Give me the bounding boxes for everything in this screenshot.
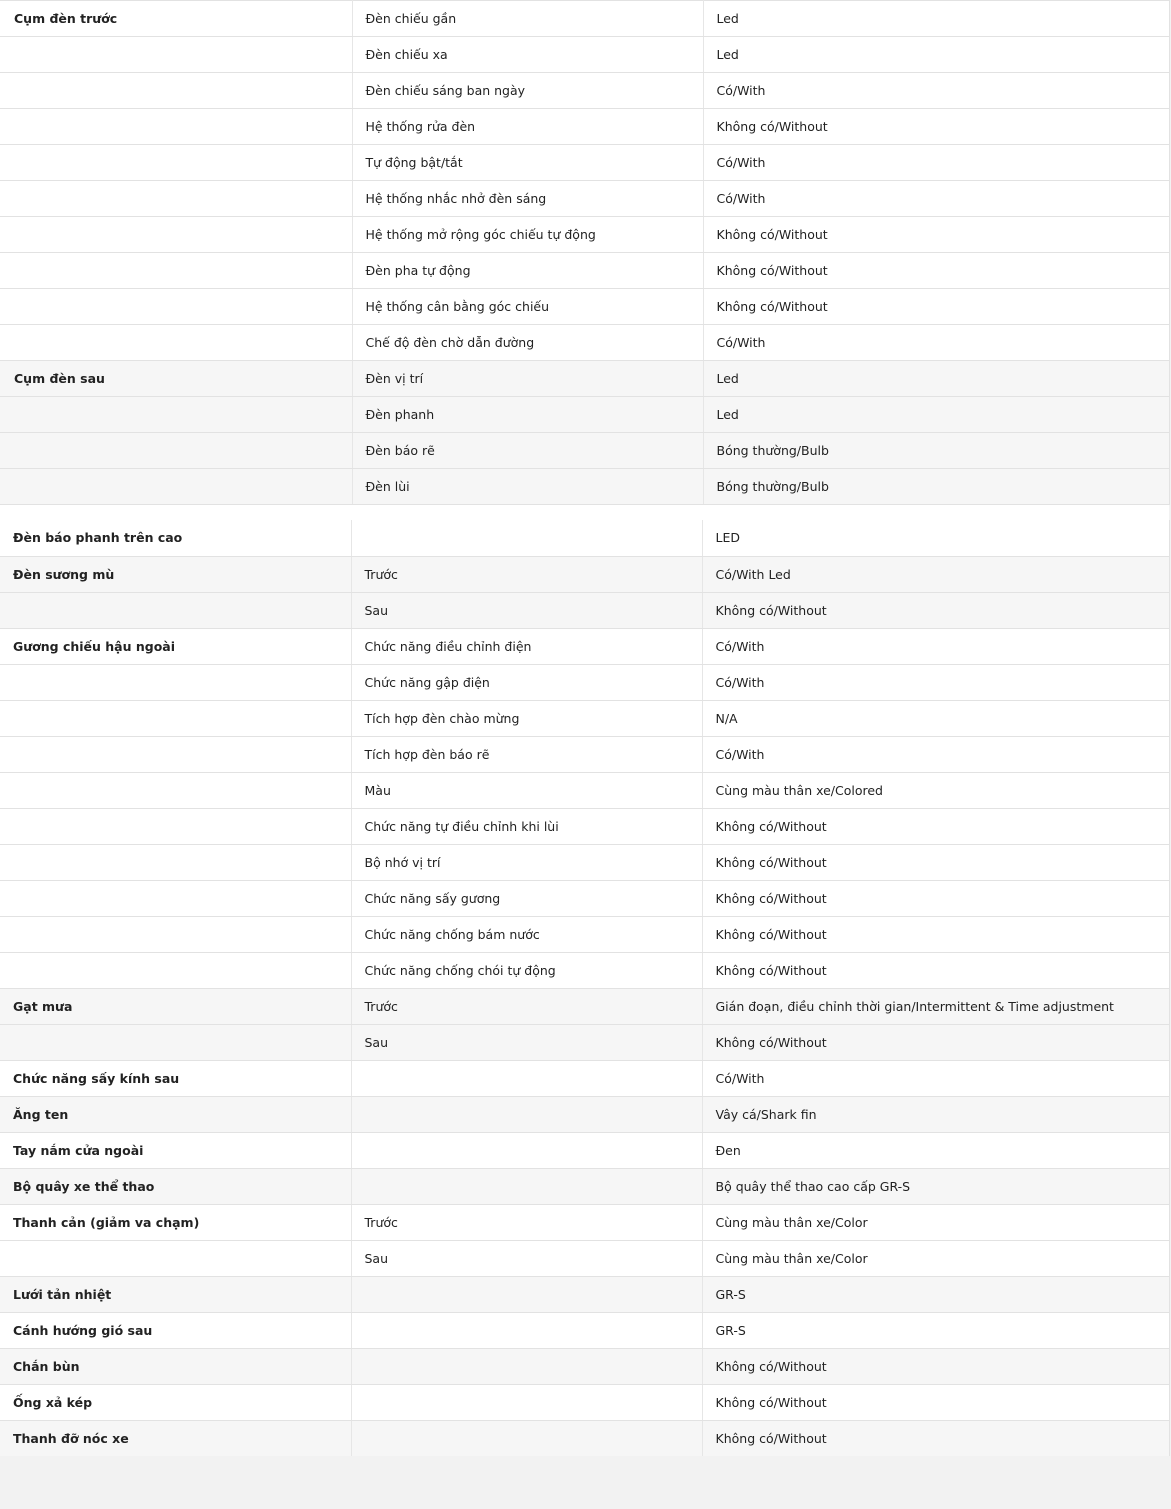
- item-cell: Đèn lùi: [352, 469, 703, 505]
- group-cell: [0, 181, 352, 217]
- value-cell: Có/With: [703, 181, 1169, 217]
- group-cell: Bộ quây xe thể thao: [0, 1168, 351, 1204]
- group-cell: Chức năng sấy kính sau: [0, 1060, 351, 1096]
- group-cell: Gương chiếu hậu ngoài: [0, 628, 351, 664]
- group-cell: Chắn bùn: [0, 1348, 351, 1384]
- group-cell: Ống xả kép: [0, 1384, 351, 1420]
- table-row: [0, 397, 1169, 433]
- value-cell: Có/With: [703, 145, 1169, 181]
- group-cell: [0, 952, 351, 988]
- group-cell: [0, 880, 351, 916]
- front-rear-lights-spec-table: [0, 0, 1170, 505]
- value-cell: GR-S: [702, 1276, 1169, 1312]
- table-row: [0, 109, 1169, 145]
- table-row: [0, 181, 1169, 217]
- table-row: [0, 988, 1169, 1024]
- value-cell: Không có/Without: [702, 1420, 1169, 1456]
- item-cell: [351, 1060, 702, 1096]
- item-cell: Chức năng sấy gương: [351, 880, 702, 916]
- value-cell: Không có/Without: [702, 1024, 1169, 1060]
- group-cell: [0, 808, 351, 844]
- value-cell: Có/With: [702, 628, 1169, 664]
- group-cell: Ăng ten: [0, 1096, 351, 1132]
- value-cell: Có/With: [702, 1060, 1169, 1096]
- group-cell: Cánh hướng gió sau: [0, 1312, 351, 1348]
- item-cell: [351, 1276, 702, 1312]
- table-row: [0, 1420, 1169, 1456]
- group-cell: Thanh cản (giảm va chạm): [0, 1204, 351, 1240]
- table-row: [0, 916, 1169, 952]
- table-row: [0, 1204, 1169, 1240]
- table-row: [0, 1060, 1169, 1096]
- group-cell: Cụm đèn trước: [0, 1, 352, 37]
- value-cell: Có/With: [702, 664, 1169, 700]
- value-cell: Không có/Without: [703, 289, 1169, 325]
- item-cell: [351, 1096, 702, 1132]
- item-cell: Trước: [351, 556, 702, 592]
- item-cell: [351, 1312, 702, 1348]
- item-cell: Đèn vị trí: [352, 361, 703, 397]
- value-cell: Gián đoạn, điều chỉnh thời gian/Intermittent & Time adjustment: [702, 988, 1169, 1024]
- table-row: [0, 844, 1169, 880]
- table-row: [0, 1348, 1169, 1384]
- group-cell: [0, 289, 352, 325]
- group-cell: Gạt mưa: [0, 988, 351, 1024]
- value-cell: Không có/Without: [703, 253, 1169, 289]
- value-cell: Led: [703, 397, 1169, 433]
- table-row: [0, 37, 1169, 73]
- group-cell: [0, 1024, 351, 1060]
- group-cell: [0, 736, 351, 772]
- group-cell: [0, 1240, 351, 1276]
- item-cell: Tích hợp đèn chào mừng: [351, 700, 702, 736]
- value-cell: Bóng thường/Bulb: [703, 469, 1169, 505]
- item-cell: Trước: [351, 1204, 702, 1240]
- item-cell: Chế độ đèn chờ dẫn đường: [352, 325, 703, 361]
- value-cell: Không có/Without: [702, 592, 1169, 628]
- table-row: [0, 1168, 1169, 1204]
- item-cell: Sau: [351, 1240, 702, 1276]
- item-cell: [351, 520, 702, 556]
- value-cell: Không có/Without: [702, 808, 1169, 844]
- table-row: [0, 772, 1169, 808]
- group-cell: [0, 217, 352, 253]
- group-cell: Đèn báo phanh trên cao: [0, 520, 351, 556]
- item-cell: Chức năng gập điện: [351, 664, 702, 700]
- item-cell: Chức năng chống chói tự động: [351, 952, 702, 988]
- table-row: [0, 1132, 1169, 1168]
- item-cell: [351, 1168, 702, 1204]
- group-cell: [0, 37, 352, 73]
- table-row: [0, 217, 1169, 253]
- group-cell: [0, 253, 352, 289]
- value-cell: Bóng thường/Bulb: [703, 433, 1169, 469]
- value-cell: Không có/Without: [702, 1348, 1169, 1384]
- value-cell: Cùng màu thân xe/Color: [702, 1240, 1169, 1276]
- item-cell: Chức năng điều chỉnh điện: [351, 628, 702, 664]
- item-cell: [351, 1132, 702, 1168]
- table-row: [0, 1024, 1169, 1060]
- group-cell: [0, 145, 352, 181]
- table-row: [0, 1, 1169, 37]
- table-row: [0, 808, 1169, 844]
- item-cell: Đèn pha tự động: [352, 253, 703, 289]
- value-cell: Có/With Led: [702, 556, 1169, 592]
- item-cell: Chức năng tự điều chỉnh khi lùi: [351, 808, 702, 844]
- table-row: [0, 73, 1169, 109]
- value-cell: Không có/Without: [702, 880, 1169, 916]
- item-cell: Hệ thống cân bằng góc chiếu: [352, 289, 703, 325]
- value-cell: GR-S: [702, 1312, 1169, 1348]
- value-cell: Cùng màu thân xe/Colored: [702, 772, 1169, 808]
- group-cell: [0, 592, 351, 628]
- item-cell: Hệ thống nhắc nhở đèn sáng: [352, 181, 703, 217]
- item-cell: Tích hợp đèn báo rẽ: [351, 736, 702, 772]
- group-cell: Lưới tản nhiệt: [0, 1276, 351, 1312]
- table-row: [0, 1312, 1169, 1348]
- item-cell: Trước: [351, 988, 702, 1024]
- group-cell: Thanh đỡ nóc xe: [0, 1420, 351, 1456]
- group-cell: [0, 664, 351, 700]
- item-cell: Đèn chiếu sáng ban ngày: [352, 73, 703, 109]
- value-cell: Không có/Without: [702, 916, 1169, 952]
- item-cell: [351, 1420, 702, 1456]
- table-row: [0, 952, 1169, 988]
- item-cell: Đèn báo rẽ: [352, 433, 703, 469]
- table-row: [0, 1276, 1169, 1312]
- item-cell: Tự động bật/tắt: [352, 145, 703, 181]
- table-row: [0, 253, 1169, 289]
- item-cell: Sau: [351, 592, 702, 628]
- table-row: [0, 520, 1169, 556]
- group-cell: Đèn sương mù: [0, 556, 351, 592]
- item-cell: Đèn phanh: [352, 397, 703, 433]
- table-row: [0, 361, 1169, 397]
- group-cell: [0, 772, 351, 808]
- item-cell: Đèn chiếu gần: [352, 1, 703, 37]
- table-row: [0, 469, 1169, 505]
- value-cell: Led: [703, 37, 1169, 73]
- group-cell: Cụm đèn sau: [0, 361, 352, 397]
- item-cell: Đèn chiếu xa: [352, 37, 703, 73]
- item-cell: Bộ nhớ vị trí: [351, 844, 702, 880]
- value-cell: Vây cá/Shark fin: [702, 1096, 1169, 1132]
- table-row: [0, 736, 1169, 772]
- table-row: [0, 1096, 1169, 1132]
- item-cell: Màu: [351, 772, 702, 808]
- value-cell: Có/With: [702, 736, 1169, 772]
- value-cell: Không có/Without: [703, 109, 1169, 145]
- group-cell: [0, 844, 351, 880]
- group-cell: [0, 916, 351, 952]
- table-row: [0, 1240, 1169, 1276]
- table-row: [0, 325, 1169, 361]
- group-cell: [0, 433, 352, 469]
- item-cell: [351, 1348, 702, 1384]
- group-cell: Tay nắm cửa ngoài: [0, 1132, 351, 1168]
- group-cell: [0, 397, 352, 433]
- group-cell: [0, 469, 352, 505]
- item-cell: Hệ thống mở rộng góc chiếu tự động: [352, 217, 703, 253]
- value-cell: LED: [702, 520, 1169, 556]
- table-row: [0, 433, 1169, 469]
- item-cell: Chức năng chống bám nước: [351, 916, 702, 952]
- table-row: [0, 1384, 1169, 1420]
- table-row: [0, 289, 1169, 325]
- table-row: [0, 556, 1169, 592]
- table-row: [0, 628, 1169, 664]
- value-cell: Cùng màu thân xe/Color: [702, 1204, 1169, 1240]
- group-cell: [0, 325, 352, 361]
- table-separator: [0, 505, 1169, 520]
- value-cell: Led: [703, 361, 1169, 397]
- value-cell: Không có/Without: [702, 844, 1169, 880]
- value-cell: N/A: [702, 700, 1169, 736]
- group-cell: [0, 73, 352, 109]
- item-cell: [351, 1384, 702, 1420]
- table-row: [0, 700, 1169, 736]
- value-cell: Có/With: [703, 73, 1169, 109]
- item-cell: Sau: [351, 1024, 702, 1060]
- group-cell: [0, 109, 352, 145]
- value-cell: Không có/Without: [702, 952, 1169, 988]
- value-cell: Không có/Without: [703, 217, 1169, 253]
- value-cell: Led: [703, 1, 1169, 37]
- value-cell: Có/With: [703, 325, 1169, 361]
- item-cell: Hệ thống rửa đèn: [352, 109, 703, 145]
- table-row: [0, 880, 1169, 916]
- group-cell: [0, 700, 351, 736]
- exterior-spec-table: [0, 520, 1170, 1456]
- value-cell: Không có/Without: [702, 1384, 1169, 1420]
- value-cell: Đen: [702, 1132, 1169, 1168]
- table-row: [0, 145, 1169, 181]
- table-row: [0, 592, 1169, 628]
- table-row: [0, 664, 1169, 700]
- value-cell: Bộ quây thể thao cao cấp GR-S: [702, 1168, 1169, 1204]
